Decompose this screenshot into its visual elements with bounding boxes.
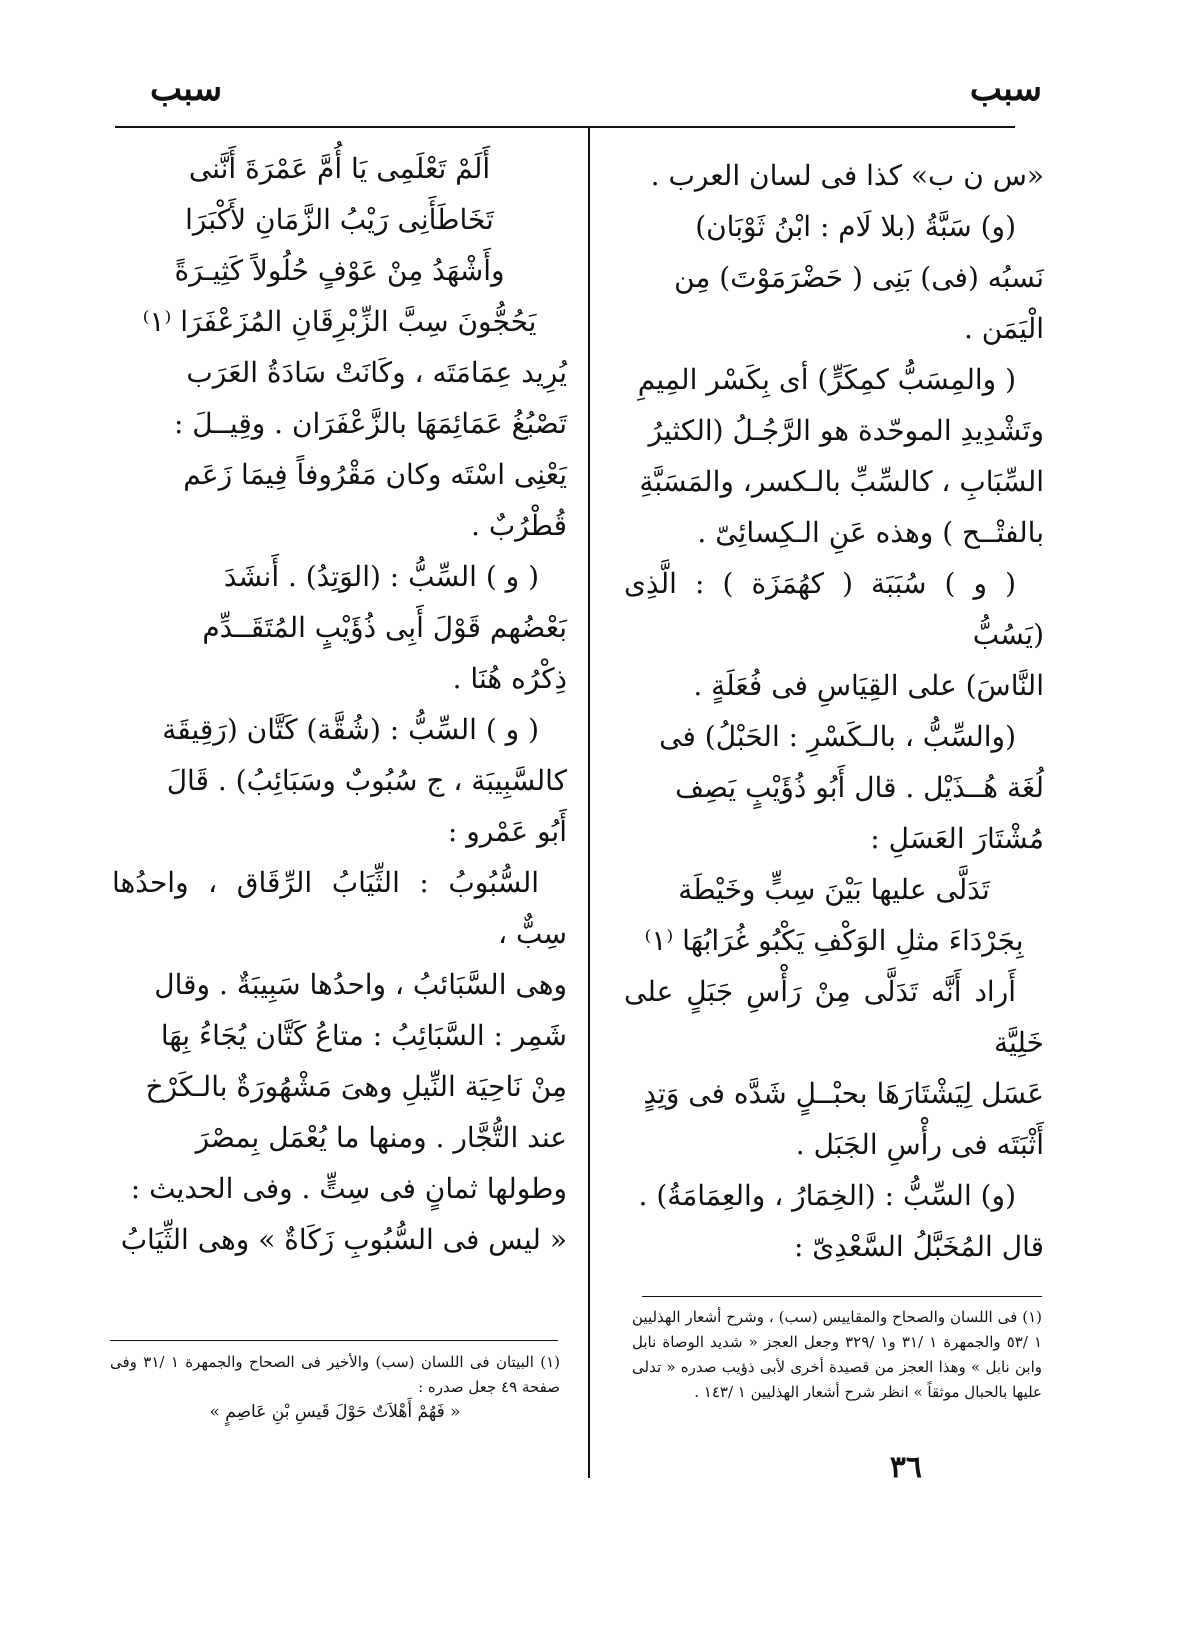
footnote-right xyxy=(632,1305,1042,1405)
verse-line: بِجَرْدَاءَ مثلِ الوَكْفِ يَكْبُو غُرَابُهَا ⁽١⁾ xyxy=(644,924,1024,957)
text-line: وتَشْدِيدِ الموحّدة هو الرَّجُـلُ (الكثيرُ xyxy=(648,414,1044,447)
footnote-left xyxy=(110,1350,560,1425)
text-line: عَسَل لِيَشْتَارَهَا بحبْــلٍ شَدَّه فى وَتِدٍ xyxy=(643,1077,1044,1110)
text-line: أَبُو عَمْرو : xyxy=(447,815,567,848)
text-line: الْيَمَن . xyxy=(963,312,1044,345)
footnote-rule-left xyxy=(110,1340,558,1341)
text-line: بَعْضُهم قَوْلَ أَبِى ذُؤَيْبٍ المُتَقَــدِّم xyxy=(202,611,567,644)
page-number: ٣٦ xyxy=(889,1450,922,1485)
text-line: (والسِّبُّ ، بالـكَسْرِ : الحَبْلُ) فى xyxy=(659,720,1016,753)
text-line: تَصْبُغُ عَمَائِمَهَا بالزَّعْفَرَان . وقِيــلَ : xyxy=(173,407,567,440)
text-line: ( والمِسَبُّ كمِكَرٍّ) أى بِكَسْر المِيمِ xyxy=(637,363,1016,396)
text-line: ( و ) سُبَبَة ( كهُمَزَة ) : الَّذِى (يَسُبُّ xyxy=(624,567,1044,651)
text-line: السُّبُوبُ : الثِّيَابُ الرِّقَاق ، واحدُها سِبٌّ ، xyxy=(112,866,567,950)
text-line: نَسبُه (فى) بَنِى ( حَضْرَمَوْتَ) مِن xyxy=(674,261,1044,294)
running-header-right: سبب xyxy=(969,69,1042,109)
footnote-text: (١) البيتان فى اللسان (سب) والأخير فى الصحاح والجمهرة ١ /٣١ وفى صفحة ٤٩ جعل صدره : xyxy=(110,1353,561,1396)
text-line: بالفتْــح ) وهذه عَنِ الـكِسائِىّ . xyxy=(697,516,1044,549)
verse-line: يَحُجُّونَ سِبَّ الزِّبْرِقَانِ المُزَعْفَرَا ⁽١⁾ xyxy=(142,305,537,338)
text-line: مُشْتَارَ العَسَلِ : xyxy=(870,822,1044,855)
text-line: ( و ) السِّبُّ : (شُقَّة) كَتَّان (رَقِيقَة xyxy=(162,713,539,746)
text-line: (و) السِّبُّ : (الخِمَارُ ، والعِمَامَةُ) . xyxy=(638,1179,1016,1212)
text-line: « ليس فى السُّبُوبِ زَكَاةٌ » وهى الثِّيَابُ xyxy=(120,1223,567,1256)
column-divider xyxy=(588,128,590,1478)
text-line: السِّبَابِ ، كالسِّبِّ بالـكسر، والمَسَبَّةِ xyxy=(639,465,1044,498)
text-line: «س ن ب» كذا فى لسان العرب . xyxy=(650,159,1044,192)
text-line: لُغَة هُــذَيْل . قال أَبُو ذُؤَيْبٍ يَصِف xyxy=(675,771,1044,804)
text-line: وهى السَّبَائبُ ، واحدُها سَبِيبَةٌ . وقال xyxy=(154,968,567,1001)
verse-line: تَخَاطَأَنِى رَيْبُ الزَّمَانِ لأَكْبَرَا xyxy=(185,203,494,236)
left-column xyxy=(112,143,567,1265)
text-line: شَمِر : السَّبَائِبُ : متاعُ كَتَّان يُجَاءُ بِهَا xyxy=(160,1019,567,1052)
text-line: (و) سَبَّةُ (بلا لَام : ابْنُ ثَوْبَان) xyxy=(695,210,1016,243)
text-line: ذِكْرُه هُنَا . xyxy=(452,662,567,695)
footnote-rule-right xyxy=(642,1296,1042,1297)
text-line: يُرِيد عِمَامَتَه ، وكَانَتْ سَادَةُ العَرَب xyxy=(186,356,567,389)
text-line: كالسَّبِيبَة ، ج سُبُوبٌ وسَبَائِبُ) . قَالَ xyxy=(166,764,567,797)
verse-line: تَدَلَّى عليها بَيْنَ سِبٍّ وخَيْطَة xyxy=(678,873,990,906)
text-line: مِنْ نَاحِيَة النِّيلِ وهىَ مَشْهُورَةٌ بالـكَرْخ xyxy=(145,1070,567,1103)
footnote-text: (١) فى اللسان والصحاح والمقاييس (سب) ، وشرح أشعار الهذليين ١ /٥٣ والجمهرة ١ /٣١ و١ /٣٢٩ وجعل العجز « شديد الوصاة نابل وابن نابل » وهذا العجز من قصيدة أخرى لأبى ذؤيب صدره « تدلى عليها بالحبال موثقاً » انظر شرح أشعار الهذليين ١ /١٤٣ . xyxy=(632,1308,1043,1401)
verse-line: وأَشْهَدُ مِنْ عَوْفٍ حُلُولاً كَثِيـرَةً xyxy=(174,254,505,287)
text-line: النَّاسَ) على القِيَاسِ فى فُعَلَةٍ . xyxy=(693,669,1044,702)
text-line: قال المُخَبَّلُ السَّعْدِىّ : xyxy=(793,1230,1044,1263)
text-line: وطولها ثمانٍ فى سِتٍّ . وفى الحديث : xyxy=(130,1172,567,1205)
text-line: ( و ) السِّبُّ : (الوَتِدُ) . أَنشَدَ xyxy=(223,560,539,593)
footnote-verse: « فَهُمْ أَهْلاَتٌ حَوْلَ قَيسِ بْنِ عَاصِمٍ » xyxy=(209,1402,461,1422)
running-header-left: سبب xyxy=(150,69,223,109)
text-line: أَراد أَنَّه تَدَلَّى مِنْ رَأْسِ جَبَلٍ على خَلِيَّة xyxy=(624,975,1044,1059)
right-column xyxy=(624,150,1044,1272)
text-line: قُطْرُبٌ . xyxy=(471,509,567,542)
text-line: عند التُّجَّار . ومنها ما يُعْمَل بِمصْرَ xyxy=(195,1121,567,1154)
text-line: يَعْنِى اسْتَه وكان مَقْرُوفاً فِيمَا زَعَم xyxy=(183,458,567,491)
text-line: أَثْبَتَه فى رأْسِ الجَبَل . xyxy=(795,1128,1044,1161)
verse-line: أَلَمْ تَعْلَمِى يَا أُمَّ عَمْرَةَ أَنَّنى xyxy=(188,152,491,185)
header-rule xyxy=(115,126,1015,128)
